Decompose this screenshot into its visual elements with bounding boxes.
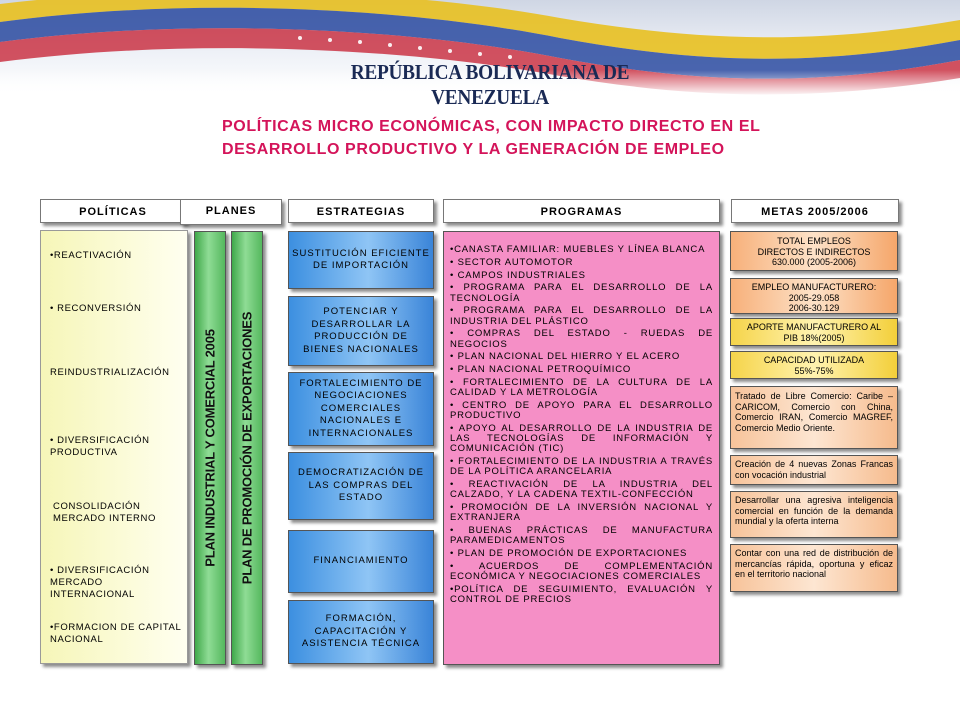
programa-item: • APOYO AL DESARROLLO DE LA INDUSTRIA DE LAS TECNOLOGÍAS DE INFORMACIÓN Y COMUNICACIÓN (TIC) (450, 422, 713, 455)
programa-item: • PROGRAMA PARA EL DESARROLLO DE LA TECNOLOGÍA (450, 282, 713, 304)
republic-title: REPÚBLICA BOLIVARIANA DE VENEZUELA (350, 60, 630, 109)
meta-text: Tratado de Libre Comercio: Caribe – CARICOM, Comercio con China, Comercio IRAN, Comercio MAGREF, Comercio Medio Oriente. (735, 391, 893, 433)
header-planes: PLANES (180, 199, 282, 225)
meta-empleo-manufacturero-box (730, 278, 898, 314)
plan-industrial-label: PLAN INDUSTRIAL Y COMERCIAL 2005 (202, 329, 218, 567)
estrategia-label: SUSTITUCIÓN EFICIENTE DE IMPORTACIÓN (292, 247, 430, 271)
programa-item: • CAMPOS INDUSTRIALES (450, 269, 586, 281)
meta-text: Creación de 4 nuevas Zonas Francas con vocación industrial (735, 459, 893, 480)
politica-item: REINDUSTRIALIZACIÓN (50, 367, 170, 378)
programa-item: • PLAN NACIONAL DEL HIERRO Y EL ACERO (450, 351, 681, 363)
programa-item: • COMPRAS DEL ESTADO - RUEDAS DE NEGOCIOS (450, 328, 713, 350)
politica-item: CONSOLIDACIÓN MERCADO INTERNO (53, 501, 156, 524)
plan-industrial-bar (194, 231, 226, 665)
programa-item: • PLAN DE PROMOCIÓN DE EXPORTACIONES (450, 548, 688, 560)
plan-exportaciones-label: PLAN DE PROMOCIÓN DE EXPORTACIONES (239, 311, 255, 585)
programa-item: • PROGRAMA PARA EL DESARROLLO DE LA INDUSTRIA DEL PLÁSTICO (450, 305, 713, 327)
programa-item: • SECTOR AUTOMOTOR (450, 256, 574, 268)
header-estrategias: ESTRATEGIAS (288, 199, 434, 223)
estrategia-box (288, 530, 434, 593)
header-programas: PROGRAMAS (443, 199, 720, 223)
programa-item: • ACUERDOS DE COMPLEMENTACIÓN ECONÓMICA Y NEGOCIACIONES COMERCIALES (450, 560, 713, 583)
politica-item: •FORMACION DE CAPITAL NACIONAL (50, 622, 181, 645)
programa-item: • REACTIVACIÓN DE LA INDUSTRIA DEL CALZADO, Y LA CADENA TEXTIL-CONFECCIÓN (450, 479, 713, 501)
estrategia-label: DEMOCRATIZACIÓN DE LAS COMPRAS DEL ESTADO (297, 467, 425, 504)
meta-text: 2006-30.129 (788, 303, 840, 313)
estrategia-box (288, 296, 434, 366)
meta-text: 2005-29.058 (788, 292, 840, 303)
meta-text: APORTE MANUFACTURERO AL (746, 322, 882, 332)
politica-item: • RECONVERSIÓN (50, 303, 142, 314)
programas-box (443, 231, 720, 665)
meta-aporte-box (730, 318, 898, 346)
estrategia-label: POTENCIAR Y DESARROLLAR LA PRODUCCIÓN DE BIENES NACIONALES (303, 306, 419, 355)
header-politicas: POLÍTICAS (40, 199, 186, 223)
politica-item: • DIVERSIFICACIÓN MERCADO INTERNACIONAL (50, 565, 150, 600)
programa-item: •POLÍTICA DE SEGUIMIENTO, EVALUACIÓN Y CONTROL DE PRECIOS (450, 583, 713, 606)
meta-text: DIRECTOS E INDIRECTOS (757, 246, 871, 257)
meta-empleos-box (730, 231, 898, 271)
estrategia-label: FORTALECIMIENTO DE NEGOCIACIONES COMERCIALES NACIONALES E INTERNACIONALES (299, 377, 423, 439)
politica-item: • DIVERSIFICACIÓN PRODUCTIVA (50, 435, 150, 458)
meta-zonas-francas-box (730, 455, 898, 485)
header-metas: METAS 2005/2006 (731, 199, 899, 223)
programa-item: • PLAN NACIONAL PETROQUÍMICO (450, 364, 632, 376)
estrategia-box (288, 372, 434, 446)
header-banner (0, 0, 960, 109)
meta-text: 55%-75% (794, 365, 834, 376)
estrategia-label: FORMACIÓN, CAPACITACIÓN Y ASISTENCIA TÉCNICA (301, 613, 421, 650)
meta-text: 630.000 (2005-2006) (771, 257, 857, 267)
meta-text: CAPACIDAD UTILIZADA (763, 355, 865, 365)
page-title-line-1: POLÍTICAS MICRO ECONÓMICAS, CON IMPACTO DIRECTO EN EL (222, 118, 761, 135)
meta-inteligencia-box (730, 491, 898, 538)
politicas-column (40, 230, 188, 664)
page-title (222, 115, 922, 161)
meta-capacidad-box (730, 351, 898, 379)
estrategia-box (288, 231, 434, 289)
programa-item: • PROMOCIÓN DE LA INVERSIÓN NACIONAL Y EXTRANJERA (450, 502, 713, 524)
programa-item: • CENTRO DE APOYO PARA EL DESARROLLO PRODUCTIVO (450, 399, 713, 422)
estrategia-box (288, 452, 434, 520)
meta-text: PIB 18%(2005) (783, 332, 845, 343)
meta-tratado-box (730, 386, 898, 449)
meta-text: Desarrollar una agresiva inteligencia comercial en función de la demanda mundial y la oferta interna (735, 495, 893, 526)
plan-exportaciones-bar (231, 231, 263, 665)
programa-item: • BUENAS PRÁCTICAS DE MANUFACTURA PARAMEDICAMENTOS (450, 525, 713, 547)
politica-item: •REACTIVACIÓN (50, 250, 132, 261)
programa-item: •CANASTA FAMILIAR: MUEBLES Y LÍNEA BLANCA (450, 244, 706, 255)
programa-item: • FORTALECIMIENTO DE LA INDUSTRIA A TRAVÉS DE LA POLÍTICA ARANCELARIA (450, 456, 713, 478)
estrategia-box (288, 600, 434, 664)
meta-text: TOTAL EMPLEOS (777, 236, 851, 246)
programa-item: • FORTALECIMIENTO DE LA CULTURA DE LA CALIDAD Y LA METROLOGÍA (450, 376, 713, 399)
page-title-line-2: DESARROLLO PRODUCTIVO Y LA GENERACIÓN DE EMPLEO (222, 141, 725, 158)
meta-text: EMPLEO MANUFACTURERO: (751, 282, 877, 292)
meta-text: Contar con una red de distribución de mercancías rápida, oportuna y eficaz en el territorio nacional (735, 548, 893, 579)
estrategia-label: FINANCIAMIENTO (313, 555, 409, 567)
meta-distribucion-box (730, 544, 898, 592)
